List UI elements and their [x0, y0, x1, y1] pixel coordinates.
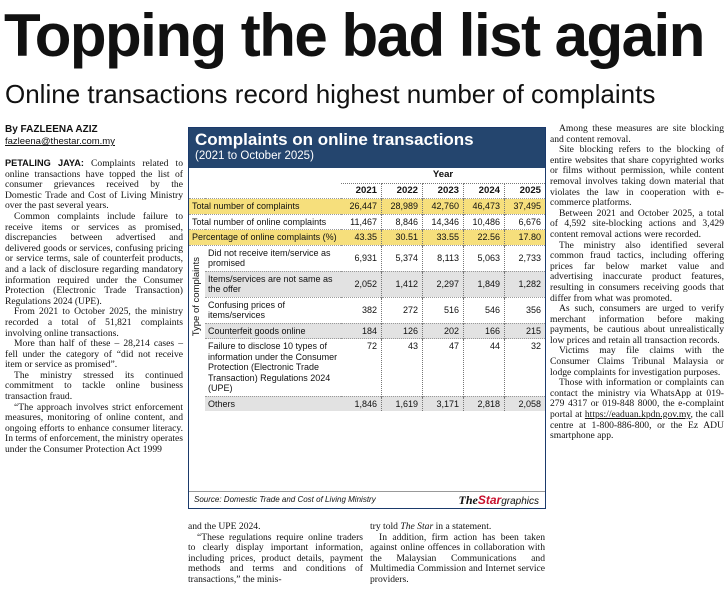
- year-label-row: [189, 168, 545, 183]
- body-paragraph: As such, consumers are urged to verify merchant information before making payments, be cautious about unrealistically low prices and retain all transaction records.: [550, 303, 724, 346]
- table-row: [189, 271, 545, 297]
- body-column-3: [370, 522, 545, 586]
- table-cell: 8,113: [423, 245, 464, 271]
- table-cell: 5,374: [382, 245, 423, 271]
- table-cell: 17.80: [505, 230, 546, 246]
- year-label: Year: [341, 168, 545, 183]
- table-row: [189, 245, 545, 271]
- dateline: PETALING JAYA:: [5, 158, 84, 168]
- row-label: Total number of online complaints: [189, 214, 341, 230]
- body-paragraph: The ministry stressed its continued commitment to tackle online business transaction fraud.: [5, 369, 183, 403]
- table-cell: 2,058: [505, 396, 546, 411]
- table-cell: 1,619: [382, 396, 423, 411]
- text-run: Those with information or complaints can contact the ministry via WhatsApp at 019-279 4317 or 019-848 8000, the e-complaint portal at: [550, 377, 724, 421]
- text-run: try told: [370, 521, 401, 532]
- star-graphics-logo: [459, 492, 540, 509]
- table-cell: 126: [382, 323, 423, 339]
- year-header: 2021: [355, 184, 377, 196]
- table-cell: 184: [341, 323, 382, 339]
- table-cell: 43.35: [341, 230, 382, 246]
- body-paragraph: Among these measures are site blocking and content removal.: [550, 123, 724, 145]
- table-row: [189, 230, 545, 246]
- lead-text: Complaints related to online transactions have topped the list of consumer grievances received by the Domestic Trade and Cost of Living Ministry over the past several years.: [5, 158, 183, 212]
- logo-the: The: [458, 493, 478, 507]
- table-row: [189, 199, 545, 215]
- table-cell: 2,818: [464, 396, 505, 411]
- table-cell: 1,846: [341, 396, 382, 411]
- year-header: 2022: [382, 183, 423, 199]
- body-paragraph: The ministry also identified several common fraud tactics, including offering prices far below market value and advertising inaccurate product features, resulting in consumers receiving goods that differ from what was promoted.: [550, 239, 724, 304]
- type-of-complaints-label: [189, 245, 205, 411]
- body-column-4: [550, 124, 724, 442]
- table-cell: 22.56: [464, 230, 505, 246]
- table-cell: 2,052: [341, 271, 382, 297]
- table-cell: 272: [382, 297, 423, 323]
- headline: Topping the bad list again: [4, 2, 704, 69]
- table-cell: 26,447: [341, 199, 382, 215]
- table-cell: 166: [464, 323, 505, 339]
- table-row: [189, 396, 545, 411]
- row-label: Percentage of online complaints (%): [189, 230, 341, 246]
- table-cell: 30.51: [382, 230, 423, 246]
- table-cell: 2,297: [423, 271, 464, 297]
- author-name: By FAZLEENA AZIZ: [5, 124, 98, 135]
- row-label: Total number of complaints: [189, 199, 341, 215]
- body-paragraph: and the UPE 2024.: [188, 521, 261, 532]
- row-label: Items/services are not same as the offer: [205, 271, 341, 297]
- text-run: , the call centre at 1-800-886-800, or the Ez ADU smartphone app.: [550, 409, 724, 442]
- table-cell: 3,171: [423, 396, 464, 411]
- body-paragraph: “These regulations require online traders to clearly display important information, including prices, product details, payment methods and terms and conditions of transactions,” the minis-: [188, 531, 363, 585]
- row-label: Confusing prices of items/services: [205, 297, 341, 323]
- year-header: 2025: [505, 183, 546, 199]
- table-cell: 46,473: [464, 199, 505, 215]
- blank-cell: [189, 183, 341, 199]
- author-email[interactable]: fazleena@thestar.com.my: [5, 136, 115, 147]
- source-note: Source: Domestic Trade and Cost of Living Ministry: [194, 495, 376, 504]
- year-header-row: [189, 183, 545, 199]
- table-cell: 356: [505, 297, 546, 323]
- row-label: Did not receive item/service as promised: [205, 245, 341, 271]
- table-cell: 6,931: [341, 245, 382, 271]
- table-cell: 8,846: [382, 214, 423, 230]
- logo-graphics: graphics: [501, 496, 539, 507]
- table-cell: 33.55: [423, 230, 464, 246]
- table-row: [189, 297, 545, 323]
- table-cell: 202: [423, 323, 464, 339]
- body-column-2: [188, 522, 363, 586]
- body-paragraph: [550, 378, 724, 442]
- group-label-text: Type of complaints: [190, 257, 202, 337]
- complaints-table-graphic: [188, 127, 546, 509]
- body-paragraph: In addition, firm action has been taken against online offences in collaboration with the Malaysian Communications and Multimedia Commission and Internet service providers.: [370, 531, 545, 585]
- byline: [5, 124, 185, 148]
- table-cell: 37,495: [505, 199, 546, 215]
- table-cell: 14,346: [423, 214, 464, 230]
- logo-star: Star: [477, 493, 502, 507]
- row-label: Failure to disclose 10 types of information under the Consumer Protection (Electronic Trade Transaction) Regulations 2024 (UPE): [205, 339, 341, 397]
- table-cell: 516: [423, 297, 464, 323]
- graphic-header: [189, 128, 545, 168]
- body-column-1: [5, 158, 183, 456]
- text-run: in a statement.: [433, 521, 492, 532]
- table-row: [189, 214, 545, 230]
- body-paragraph: Common complaints include failure to receive items or services as promised, discrepancies between advertised and delivered goods or services, confusing pricing or service terms, sale of counterfeit products, and a lack of disclosure regarding mandatory information required under the Consumer Protection (Electronic Trade Transaction) Regulations 2024 (UPE).: [5, 210, 183, 307]
- table-cell: 1,849: [464, 271, 505, 297]
- table-cell: 215: [505, 323, 546, 339]
- table-cell: 28,989: [382, 199, 423, 215]
- table-cell: 546: [464, 297, 505, 323]
- table-cell: 10,486: [464, 214, 505, 230]
- body-paragraph: From 2021 to October 2025, the ministry recorded a total of 51,821 complaints involving online transactions.: [5, 306, 183, 339]
- body-paragraph: [370, 522, 545, 533]
- e-complaint-portal-link[interactable]: https://eaduan.kpdn.gov.my: [584, 409, 691, 421]
- table-cell: 5,063: [464, 245, 505, 271]
- table-cell: 1,282: [505, 271, 546, 297]
- publication-name: The Star: [400, 521, 434, 532]
- table-cell: 1,412: [382, 271, 423, 297]
- table-cell: 11,467: [341, 214, 382, 230]
- graphic-subtitle: (2021 to October 2025): [195, 150, 314, 162]
- body-paragraph: [5, 158, 183, 212]
- table-cell: 2,733: [505, 245, 546, 271]
- table-cell: 6,676: [505, 214, 546, 230]
- graphic-title: Complaints on online transactions: [195, 130, 474, 149]
- body-paragraph: “The approach involves strict enforcement measures, monitoring of online content, and ongoing efforts to enhance consumer literacy. In terms of enforcement, the ministry operates under the Consumer Protection Act 1999: [5, 401, 183, 456]
- table-row: [189, 323, 545, 339]
- subheadline: Online transactions record highest number of complaints: [5, 79, 656, 109]
- row-label: Others: [205, 396, 341, 411]
- table-row: [189, 339, 545, 397]
- table-cell: 72: [341, 339, 382, 397]
- table-cell: 44: [464, 339, 505, 397]
- body-paragraph: Between 2021 and October 2025, a total of 4,592 site-blocking actions and 3,429 content removal actions were recorded.: [550, 207, 724, 240]
- graphic-footer: [189, 491, 545, 508]
- body-paragraph: Victims may file claims with the Consumer Claims Tribunal Malaysia or lodge complaints for investigation purposes.: [550, 345, 724, 378]
- body-paragraph: Site blocking refers to the blocking of entire websites that share copyrighted works or films without permission, while content removal involves taking down material that violates the law in cooperation with e-commerce platforms.: [550, 144, 724, 209]
- table-cell: 32: [505, 339, 546, 397]
- table-cell: 47: [423, 339, 464, 397]
- year-header: 2023: [423, 183, 464, 199]
- table-cell: 382: [341, 297, 382, 323]
- year-header: 2024: [464, 183, 505, 199]
- table-cell: 43: [382, 339, 423, 397]
- complaints-table: [189, 168, 545, 411]
- row-label: Counterfeit goods online: [205, 323, 341, 339]
- table-cell: 42,760: [423, 199, 464, 215]
- body-paragraph: More than half of these – 28,214 cases – fell under the category of “did not receive item or service as promised”.: [5, 338, 183, 371]
- blank-cell: [189, 168, 341, 183]
